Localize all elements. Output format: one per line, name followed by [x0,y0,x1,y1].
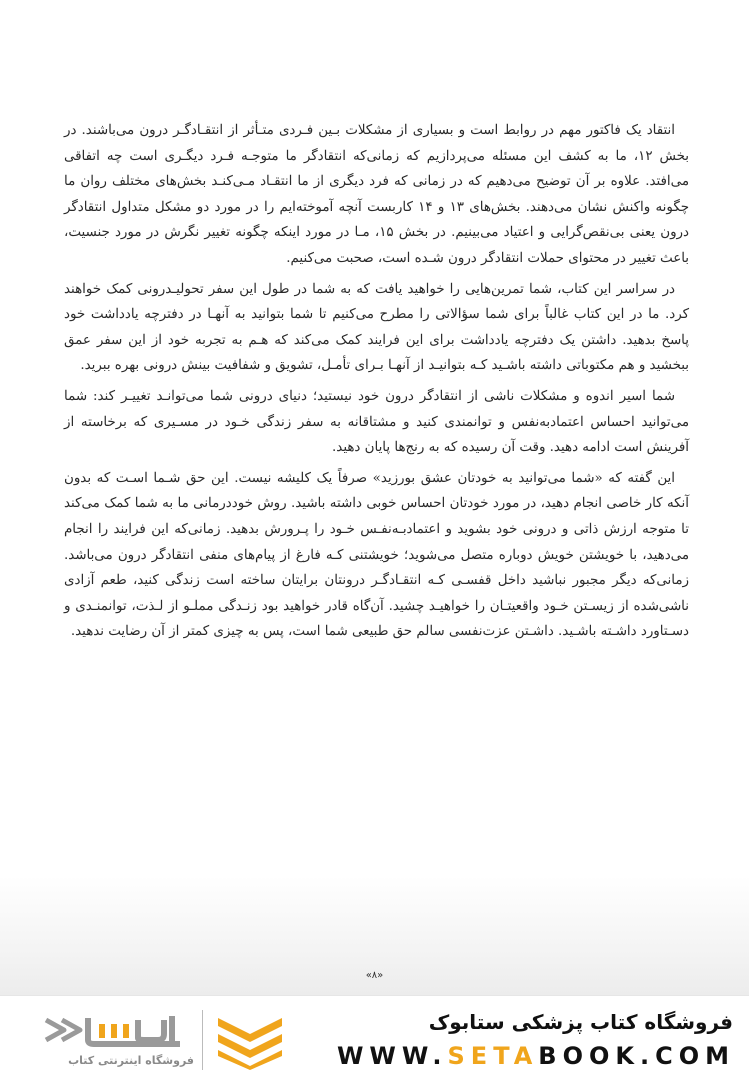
logo-divider [202,1010,203,1070]
url-prefix: WWW. [336,1042,448,1070]
publisher-banner [0,995,749,1080]
website-url[interactable] [337,1042,735,1070]
shop-name: فروشگاه کتاب پزشکی ستابوک [428,1010,733,1034]
setabook-logo-icon [40,1010,190,1050]
url-highlight: SETA [447,1042,539,1070]
logo-tagline: فروشگاه اینترنتی کتاب [68,1054,194,1067]
body-text [64,118,689,650]
paragraph-2: در سراسر این کتاب، شما تمرین‌هایی را خواهید یافت که به شما در طول این سفر تحولیـدرونی کمک خواهند کرد. ما در این کتاب غالباً برای شما سؤالاتی را مطرح می‌کنیم تا شما بتوانید به آنهـا در دفترچه یادداشت خود پاسخ بدهید. داشتن یک دفترچه یادداشت برای این فرایند کمک می‌کند که هـم به تجربه خود از این سفر عمق ببخشید و هم مکتوباتی داشته باشـید کـه بتوانیـد از آنهـا بـرای تأمـل، تشویق و شفافیت بینش درونی بهره ببرید. [64,281,689,374]
page-number: «۸» [365,970,384,981]
setabook-emblem-icon [214,1010,286,1070]
paragraph-3: شما اسیر اندوه و مشکلات ناشی از انتقادگر درون خود نیستید؛ دنیای درونی شما می‌توانـد تغییـر کند: شما می‌توانید احساس اعتمادبه‌نفس و توانمندی کنید و مشتاقانه به سفر زندگی خـود در مسـیری که برخاسته از آفرینش است ادامه دهید. وقت آن رسیده که به رنج‌ها پایان دهید. [64,388,689,456]
paragraph-4: این گفته که «شما می‌توانید به خودتان عشق بورزید» صرفاً یک کلیشه نیست. این حق شـما اسـت که بدون آنکه کار خاصی انجام دهید، در مورد خودتان احساس خوبی داشته باشید. روش خوددرمانی ما به شما کمک می‌کند تا متوجه ارزش ذاتی و درونی خود بشوید و اعتمادبـه‌نفـس خـود را پـرورش بدهید. زمانی‌که این فرایند را انجام می‌دهید، با خویشتن خویش دوباره متصل می‌شوید؛ خویشتنی کـه فارغ از پیام‌های منفی انتقادگر درون می‌باشد. زمانی‌که دیگر مجبور نباشید داخل قفسـی کـه انتقـادگـر درونتان برایتان ساخته است زندگی کنید، طعم آزادی ناشی‌شده از زیسـتن خـود واقعیتـان را خواهیـد چشید. آن‌گاه قادر خواهید بود زنـدگی مملـو از لـذت، توانمنـدی و دسـتاورد داشـته باشـید. داشـتن عزت‌نفسی سالم حق طبیعی شما است، پس به چیزی کمتر از آن رضایت ندهید. [64,470,689,640]
url-suffix: BOOK.COM [538,1042,735,1070]
paragraph-1: انتقاد یک فاکتور مهم در روابط است و بسیاری از مشکلات بـین فـردی متـأثر از انتقـادگـر درون می‌باشند. در بخش ۱۲، ما به کشف این مسئله می‌پردازیم که زمانی‌که انتقادگر ما متوجـه فـرد دیگـری است چه اتفاقی می‌افتد. علاوه بر آن توضیح می‌دهیم که در زمانی که فرد دیگری از ما انتقـاد مـی‌کنـد بخش‌های مختلف روان ما چگونه واکنش نشان می‌دهند. بخش‌های ۱۳ و ۱۴ کاربست آنچه آموخته‌ایم را در مورد دو مشکل متداول انتقادگر درون یعنی بی‌نقص‌گرایی و اعتیاد می‌بینیم. در بخش ۱۵، مـا در مورد اینکه چگونه تغییر نگرش در مورد جنسیت، باعث تغییر در محتوای حملات انتقادگر درون شـده است، صحبت می‌کنیم. [64,123,689,266]
